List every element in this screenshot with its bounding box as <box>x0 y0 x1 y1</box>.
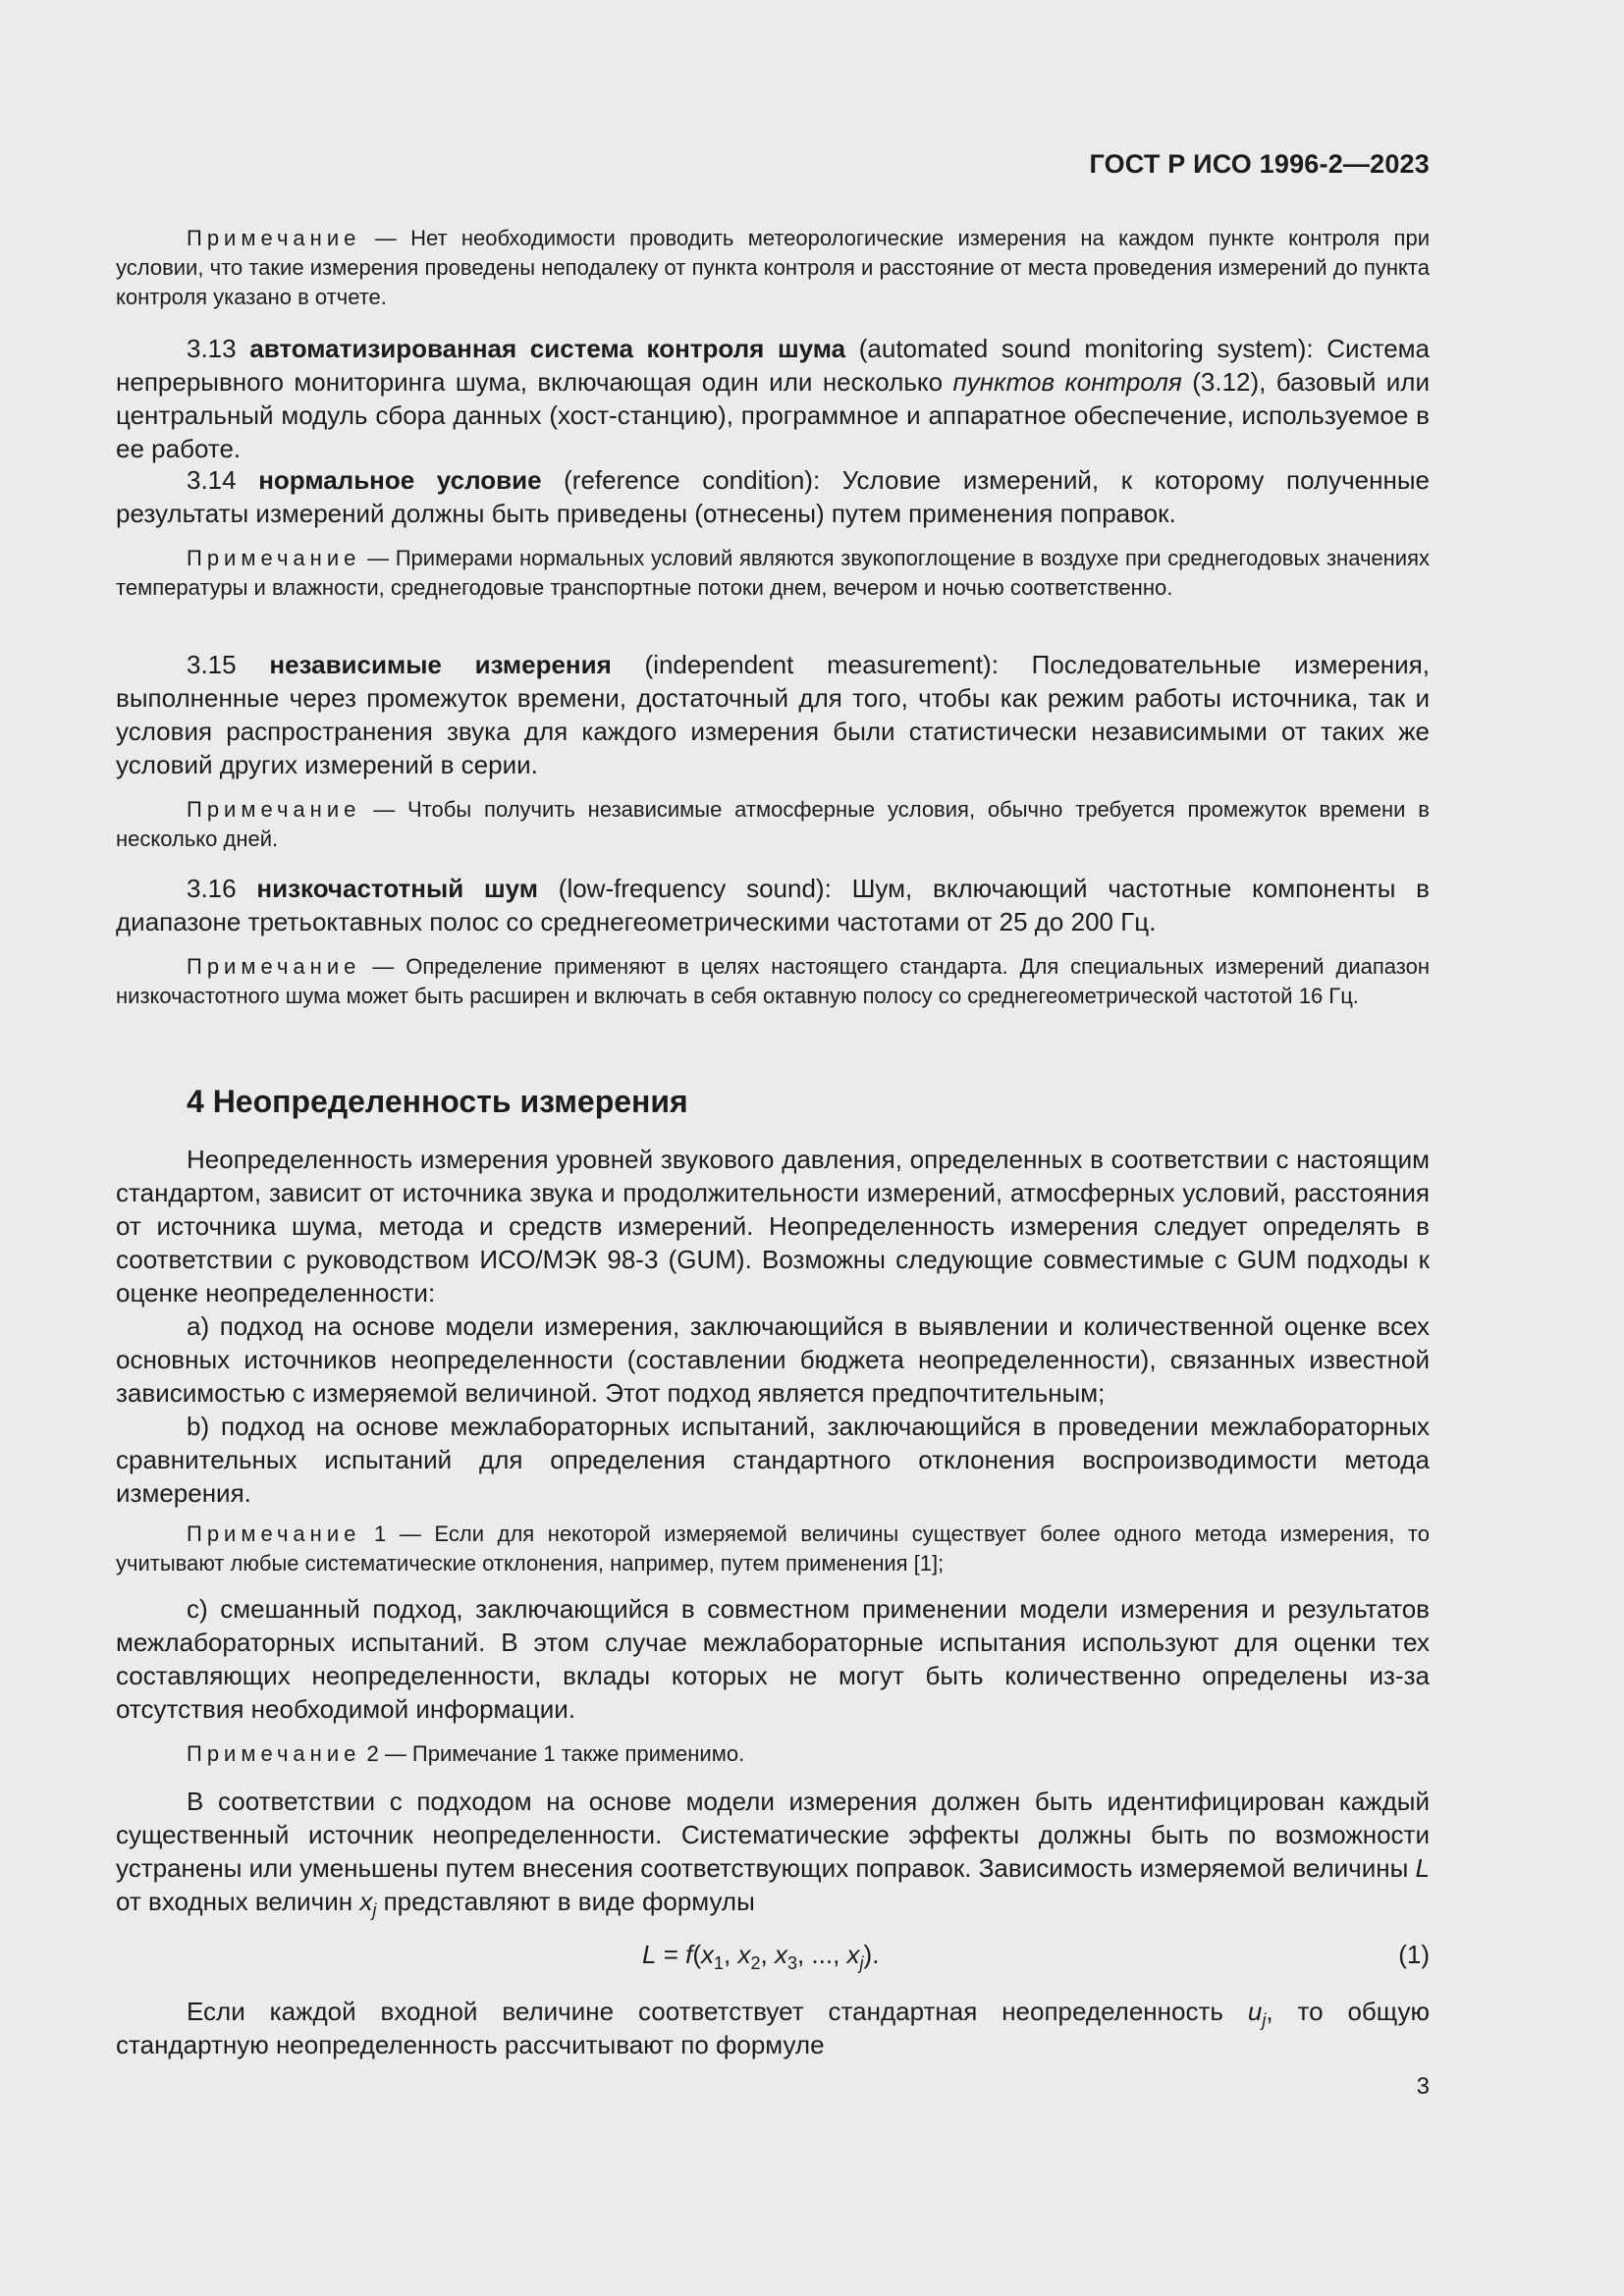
section-4-intro: Неопределенность измерения уровней звукового давления, определенных в соответствии с настоящим стандартом, зависит от источника звука и продолжительности измерений, атмосферных условий, расстояния от источника шума, метода и средств измерений. Неопределенность измерения следует определять в соответствии с руководством ИСО/МЭК 98-3 (GUM). Возможны следующие совместимые с GUM подходы к оценке неопределенности: <box>116 1145 1430 1308</box>
uncertainty-paragraph: Если каждой входной величине соответствует стандартная неопределенность $u_j$, то общую стандартную неопределенность рассчитывают по формуле <box>116 1997 1430 2059</box>
term-3-13: 3.13 автоматизированная система контроля шума (automated sound monitoring system): Система непрерывного мониторинга шума, включающая один или несколько пунктов контроля (3.12), базовый или центральный модуль сбора данных (хост-станцию), программное и аппаратное обеспечение, используемое в ее работе. <box>116 334 1431 463</box>
note-1: Примечание 1 — Если для некоторой измеряемой величины существует более одного метода измерения, то учитывают любые систематические отклонения, например, путем применения [1]; <box>116 1522 1430 1575</box>
document-code-header: ГОСТ Р ИСО 1996-2—2023 <box>1089 149 1430 179</box>
term-3-16: 3.16 низкочастотный шум (low-frequency sound): Шум, включающий частотные компоненты в диапазоне третьоктавных полос со среднегеометрическими частотами от 25 до 200 Гц. <box>116 874 1430 936</box>
note-meteorology: Примечание — Нет необходимости проводить метеорологические измерения на каждом пункте контроля при условии, что такие измерения проведены неподалеку от пункта контроля и расстояние от места проведения измерений до пункта контроля указано в отчете. <box>116 226 1430 309</box>
formula-expression: $L = f(x_1$, $x_2$, $x_3$, ..., $x_j$). <box>642 1940 880 1973</box>
note-label: Примечание <box>187 1741 361 1766</box>
term-title: независимые измерения <box>269 650 612 679</box>
term-title: нормальное условие <box>258 465 542 495</box>
formula-number: (1) <box>1398 1940 1430 1969</box>
note-label: Примечание <box>187 1522 361 1546</box>
note-independent: Примечание — Чтобы получить независимые атмосферные условия, обычно требуется промежуток времени в несколько дней. <box>116 797 1430 851</box>
formula-1 <box>116 1938 1430 1977</box>
note-label: Примечание <box>187 226 361 250</box>
note-reference-conditions: Примечание — Примерами нормальных условий являются звукопоглощение в воздухе при среднегодовых значениях температуры и влажности, среднегодовые транспортные потоки днем, вечером и ночью соответственно. <box>116 546 1430 600</box>
term-3-15: 3.15 независимые измерения (independent measurement): Последовательные измерения, выполненные через промежуток времени, достаточный для того, чтобы как режим работы источника, так и условия распространения звука для каждого измерения были статистически независимыми от таких же условий других измерений в серии. <box>116 650 1430 779</box>
term-title: низкочастотный шум <box>256 874 538 903</box>
section-4-heading: 4 Неопределенность измерения <box>187 1084 688 1119</box>
note-label: Примечание <box>187 797 361 822</box>
note-label: Примечание <box>187 954 361 979</box>
note-2: Примечание 2 — Примечание 1 также применимо. <box>187 1741 745 1766</box>
model-approach-paragraph: В соответствии с подходом на основе модели измерения должен быть идентифицирован каждый существенный источник неопределенности. Систематические эффекты должны быть по возможности устранены или уменьшены путем внесения соответствующих поправок. Зависимость измеряемой величины L от входных величин $x_j$ представляют в виде формулы <box>116 1787 1430 1920</box>
approach-b: b) подход на основе межлабораторных испытаний, заключающийся в проведении межлабораторных сравнительных испытаний для определения стандартного отклонения воспроизводимости метода измерения. <box>116 1412 1430 1508</box>
page-number: 3 <box>1416 2073 1430 2100</box>
note-low-frequency: Примечание — Определение применяют в целях настоящего стандарта. Для специальных измерений диапазон низкочастотного шума может быть расширен и включать в себя октавную полосу со среднегеометрической частотой 16 Гц. <box>116 954 1430 1008</box>
term-title: автоматизированная система контроля шума <box>249 334 846 363</box>
note-label: Примечание <box>187 546 361 570</box>
approach-c: c) смешанный подход, заключающийся в совместном применении модели измерения и результатов межлабораторных испытаний. В этом случае межлабораторные испытания используют для оценки тех составляющих неопределенности, вклады которых не могут быть количественно определены из-за отсутствия необходимой информации. <box>116 1594 1430 1724</box>
term-3-14: 3.14 нормальное условие (reference condition): Условие измерений, к которому полученные результаты измерений должны быть приведены (отнесены) путем применения поправок. <box>116 465 1431 528</box>
approach-a: a) подход на основе модели измерения, заключающийся в выявлении и количественной оценке всех основных источников неопределенности (составлении бюджета неопределенности), связанных известной зависимостью с измеряемой величиной. Этот подход является предпочтительным; <box>116 1311 1430 1408</box>
